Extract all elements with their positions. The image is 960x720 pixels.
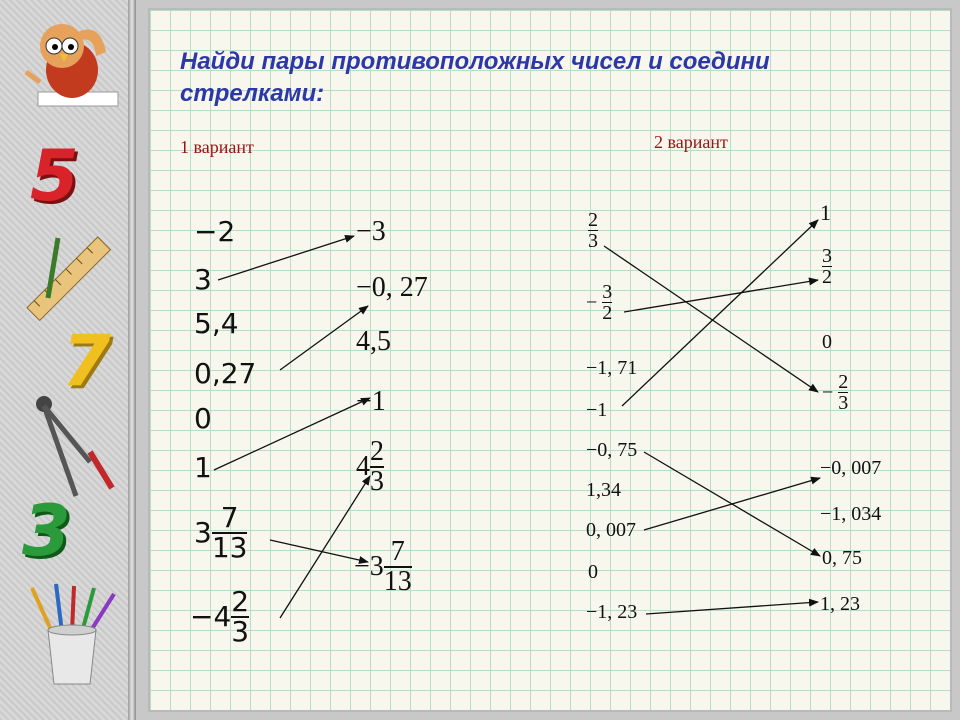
fraction-sign: − [822, 381, 834, 404]
arrow [622, 220, 818, 406]
owl-teacher-icon [20, 12, 124, 110]
numerator: 2 [370, 436, 384, 467]
v1-left-item: 5,4 [194, 307, 239, 340]
numerator: 3 [602, 281, 613, 303]
arrows-layer [150, 10, 950, 710]
v2-right-item: −0, 007 [820, 457, 882, 479]
denominator: 13 [383, 566, 412, 597]
ruler-pencil-icon [18, 228, 118, 328]
denominator: 2 [602, 302, 613, 324]
denominator: 13 [211, 531, 248, 564]
fraction-sign: − [354, 551, 370, 582]
v2-right-item: 1, 23 [820, 593, 860, 615]
numerator: 2 [588, 209, 598, 231]
fraction-whole: 4 [213, 600, 232, 633]
v1-left-item: 0,27 [194, 357, 257, 390]
decorative-sidebar [0, 0, 136, 720]
v2-right-item: −1, 034 [820, 503, 882, 525]
v1-right-item: −1 [356, 386, 386, 417]
v1-right-item: 4,5 [356, 326, 391, 357]
fraction-sign: − [190, 600, 214, 633]
v2-left-item: −0, 75 [586, 439, 638, 461]
fraction-whole: 4 [356, 451, 370, 482]
digit-five-icon: 5 [30, 135, 79, 217]
v2-left-item: 0 [588, 561, 598, 583]
denominator: 3 [231, 615, 250, 648]
v2-left-item: −1, 23 [586, 601, 638, 623]
numerator: 2 [231, 585, 250, 618]
arrow [624, 280, 818, 312]
v1-right-item: −0, 27 [356, 272, 428, 303]
fraction-whole: 3 [194, 516, 212, 549]
arrow [214, 398, 370, 470]
arrow [280, 476, 370, 618]
variant-2-label: 2 вариант [654, 132, 728, 152]
fraction-whole: 3 [369, 551, 384, 582]
v2-left-item: 1,34 [586, 479, 621, 501]
arrow [644, 478, 820, 530]
sidebar-edge [128, 0, 136, 720]
denominator: 3 [370, 466, 384, 497]
numerator: 7 [390, 536, 405, 567]
v1-left-item: 1 [194, 451, 212, 484]
v2-left-item: 0, 007 [586, 519, 636, 541]
v2-right-item: 0 [822, 331, 832, 353]
v2-left-item: −1 [586, 399, 608, 421]
v2-left-item: −1, 71 [586, 357, 638, 379]
arrow [270, 540, 368, 562]
fraction-sign: − [586, 291, 598, 314]
v1-right-item: −3 [356, 216, 386, 247]
v1-left-item: 3 [194, 263, 212, 296]
arrow [646, 602, 818, 614]
denominator: 3 [838, 392, 849, 414]
arrow [280, 306, 368, 370]
v1-left-item: −2 [194, 215, 236, 248]
numerator: 3 [822, 245, 832, 267]
v1-left-item: 0 [194, 402, 212, 435]
v2-right-item: 0, 75 [822, 547, 862, 569]
digit-seven-icon: 7 [62, 320, 111, 402]
denominator: 2 [822, 266, 832, 288]
arrow [604, 246, 818, 392]
compass-icon [20, 392, 120, 502]
pencil-cup-icon [22, 582, 122, 688]
numerator: 2 [838, 371, 849, 393]
arrow [218, 236, 354, 280]
task-title: Найди пары противоположных чисел и соедини стрелками: [180, 48, 770, 107]
denominator: 3 [588, 230, 598, 252]
grid-paper [148, 8, 952, 712]
v2-right-item: 1 [820, 200, 831, 225]
slide-area [136, 0, 960, 720]
numerator: 7 [220, 501, 239, 534]
variant-1-label: 1 вариант [180, 137, 254, 157]
digit-three-icon: 3 [22, 490, 71, 572]
